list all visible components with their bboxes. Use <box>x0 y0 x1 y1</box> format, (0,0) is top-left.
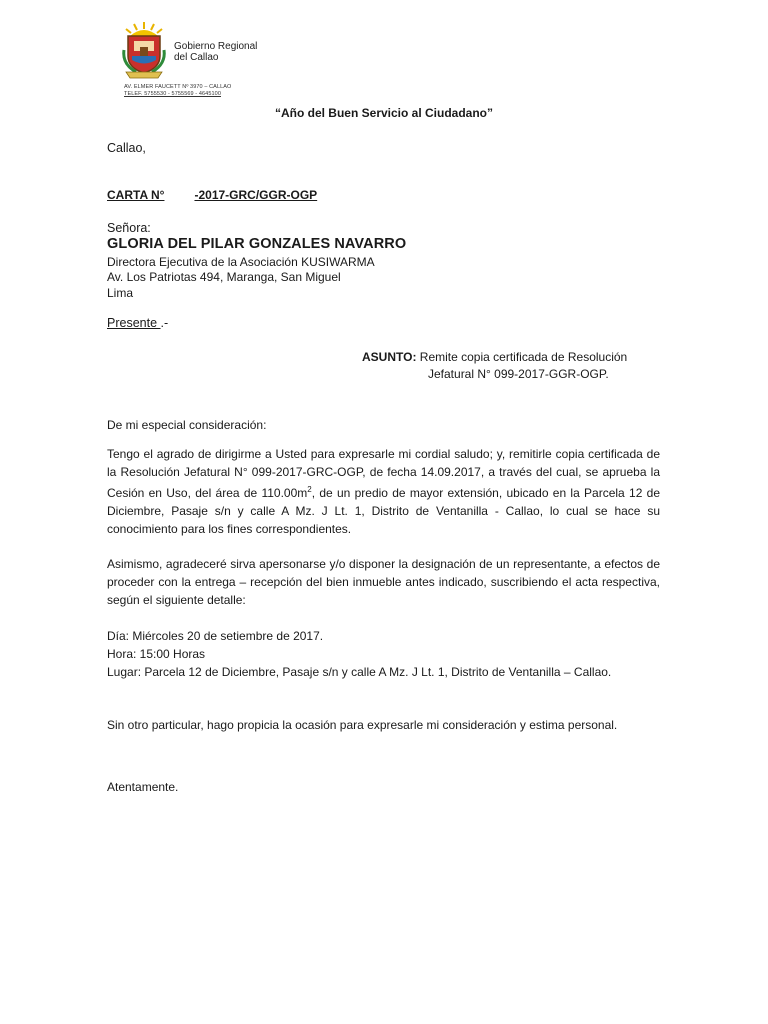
organization-name-line1: Gobierno Regional <box>174 41 258 52</box>
letter-number-prefix: CARTA N° <box>107 188 165 202</box>
paragraph1-superscript: 2 <box>307 485 312 494</box>
subject-block <box>362 349 662 383</box>
address-line2: TELEF. 5755530 - 5755569 - 4645100 <box>124 90 221 97</box>
recipient-address: Av. Los Patriotas 494, Maranga, San Miguel <box>107 270 341 284</box>
presente-word: Presente <box>107 316 161 330</box>
recipient-title: Directora Ejecutiva de la Asociación KUSIWARMA <box>107 255 375 269</box>
subject-label: ASUNTO: <box>362 350 417 364</box>
organization-name <box>174 41 257 63</box>
letter-number-suffix: -2017-GRC/GGR-OGP <box>194 188 318 202</box>
presente-tail: .- <box>160 316 169 330</box>
recipient-city: Lima <box>107 286 134 300</box>
letter-number <box>107 188 317 203</box>
greeting: De mi especial consideración: <box>107 418 267 432</box>
paragraph1-part-b: , de un predio de mayor extensión, ubicado en la Parcela 12 de Diciembre, Pasaje s/n y calle A Mz. J Lt. 1, Distrito de Ventanilla - Callao, lo cual se hace su conocimiento para los fines correspondientes. <box>107 486 660 536</box>
detail-time: Hora: 15:00 Horas <box>107 647 206 661</box>
body-paragraph-1 <box>107 445 660 538</box>
presente-line <box>107 316 168 331</box>
organization-name-line2: del Callao <box>174 52 219 63</box>
recipient-name: GLORIA DEL PILAR GONZALES NAVARRO <box>107 236 407 252</box>
detail-day: Día: Miércoles 20 de setiembre de 2017. <box>107 629 324 643</box>
detail-place: Lugar: Parcela 12 de Diciembre, Pasaje s/n y calle A Mz. J Lt. 1, Distrito de Ventanilla – Callao. <box>107 665 612 679</box>
subject-line2: Jefatural N° 099-2017-GGR-OGP. <box>428 367 609 381</box>
body-paragraph-2: Asimismo, agradeceré sirva apersonarse y/o disponer la designación de un representante, a efectos de proceder con la entrega – recepción del bien inmueble antes indicado, suscribiendo el acta respectiva, según el siguiente detalle: <box>107 557 660 607</box>
closing: Atentamente. <box>107 780 179 794</box>
body-paragraph-3: Sin otro particular, hago propicia la ocasión para expresarle mi consideración y estima personal. <box>107 718 618 732</box>
recipient-salutation: Señora: <box>107 221 151 235</box>
year-motto: “Año del Buen Servicio al Ciudadano” <box>274 106 494 120</box>
organization-address <box>124 84 231 97</box>
regional-government-crest-icon <box>116 20 172 82</box>
paragraph1-part-a: Tengo el agrado de dirigirme a Usted para expresarle mi cordial saludo; y, remitirle copia certificada de la Resolución Jefatural N° 099-2017-GRC-OGP, de fecha 14.09.2017, a través del cual, se aprueba la Cesión en Uso, del área de 110.00m <box>107 447 660 500</box>
city-dateline: Callao, <box>107 141 146 155</box>
subject-line1: Remite copia certificada de Resolución <box>416 350 628 364</box>
address-line1: AV. ELMER FAUCETT Nº 3970 – CALLAO <box>124 84 232 90</box>
appointment-details <box>107 627 660 681</box>
